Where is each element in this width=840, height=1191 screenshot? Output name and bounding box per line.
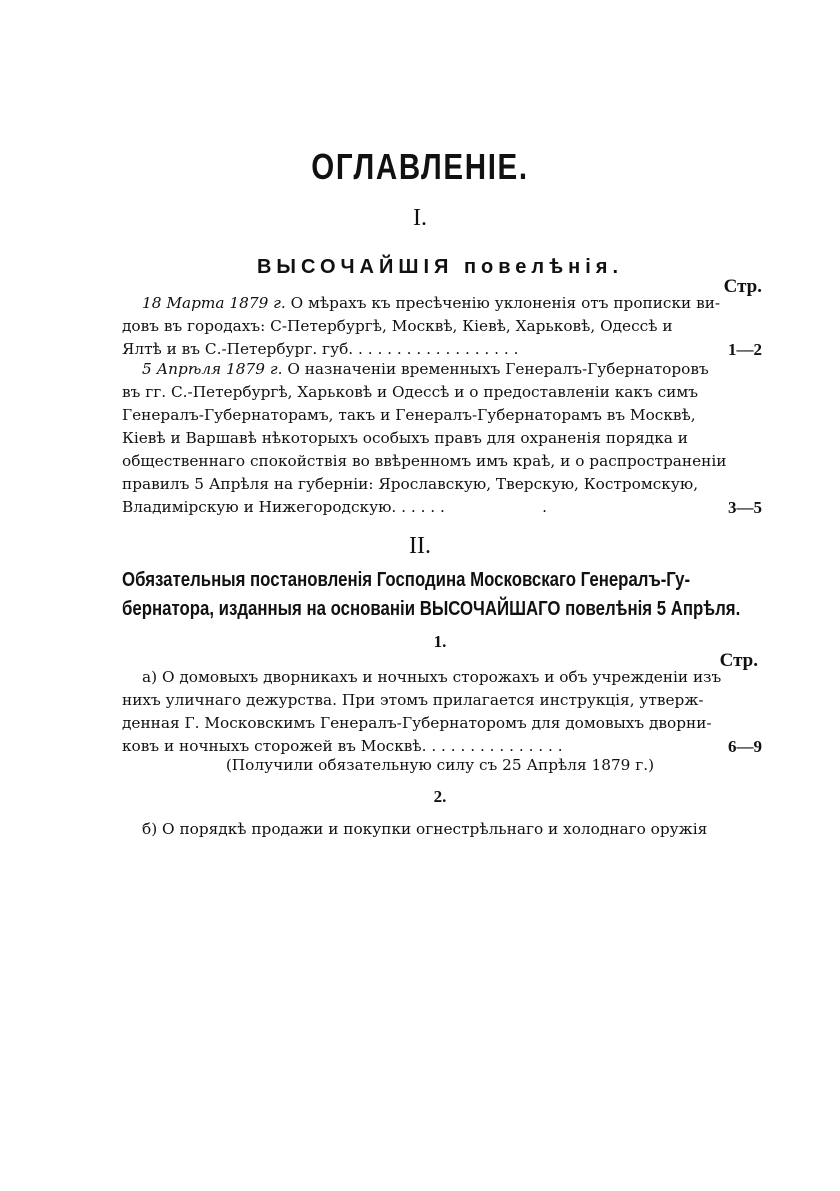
entry-text: О мѣрахъ къ пресѣченію уклоненія отъ прописки ви- [290,294,721,312]
part-2-numeral: II. [409,533,431,559]
entry-line [122,292,762,315]
entry-note: (Получили обязательную силу съ 25 Апрѣля 1879 г.) [225,756,655,774]
page-column-label-2: Стр. [719,650,758,671]
entry-line [122,735,762,758]
entry-date: 5 Апрѣля 1879 г. [142,360,283,378]
entry-line: денная Г. Московскимъ Генералъ-Губернаторомъ для домовыхъ дворни- [122,714,712,732]
entry-pages: 3—5 [728,498,762,517]
entry-pages: 6—9 [728,737,762,756]
entry-line: б) О порядкѣ продажи и покупки огнестрѣльнаго и холоднаго оружія [142,820,708,838]
entry-text: Владимірскую и Нижегородскую. . . . . . . [122,498,547,516]
part-1-heading: ВЫСОЧАЙШІЯ повелѣнія. [256,256,624,278]
entry-line: нихъ уличнаго дежурства. При этомъ прилагается инструкція, утверж- [122,691,704,709]
entry-line: правилъ 5 Апрѣля на губерніи: Ярославскую, Тверскую, Костромскую, [122,475,699,493]
entry-pages: 1—2 [728,340,762,359]
page-column-label: Стр. [723,276,762,297]
entry-line: а) О домовыхъ дворникахъ и ночныхъ сторожахъ и объ учрежденіи изъ [142,668,722,686]
page-title: ОГЛАВЛЕНІЕ. [311,146,529,187]
toc-entry-3 [122,666,762,758]
entry-line: Генералъ-Губернаторамъ, такъ и Генералъ-Губернаторамъ въ Москвѣ, [122,406,696,424]
entry-line [122,358,762,381]
entry-line: въ гг. С.-Петербургѣ, Харьковѣ и Одессѣ и о предоставленіи какъ симъ [122,383,698,401]
entry-line [122,496,762,519]
toc-entry-4 [122,818,762,841]
entry-line: Кіевѣ и Варшавѣ нѣкоторыхъ особыхъ правъ для охраненія порядка и [122,429,688,447]
toc-entry-2 [122,358,762,519]
heading-line: бернатора, изданныя на основаніи ВЫСОЧАЙШАГО повелѣнія 5 Апрѣля. [122,598,741,620]
entry-text: О назначеніи временныхъ Генералъ-Губернаторовъ [287,360,709,378]
part-1-numeral: I. [413,205,427,231]
toc-entry-1 [122,292,762,361]
heading-line: Обязательныя постановленія Господина Московскаго Генералъ-Гу- [122,569,691,591]
entry-text: Ялтѣ и въ С.-Петербург. губ. . . . . . . . . . . . . . . . . . [122,340,519,358]
entry-line: довъ въ городахъ: С-Петербургѣ, Москвѣ, Кіевѣ, Харьковѣ, Одессѣ и [122,317,673,335]
part-2-heading [122,566,760,624]
subsection-1-number: 1. [433,632,447,651]
entry-line: общественнаго спокойствія во ввѣренномъ имъ краѣ, и о распространеніи [122,452,727,470]
entry-text: ковъ и ночныхъ сторожей въ Москвѣ. . . . . . . . . . . . . . . [122,737,563,755]
subsection-2-number: 2. [433,787,447,806]
entry-date: 18 Марта 1879 г. [142,294,286,312]
